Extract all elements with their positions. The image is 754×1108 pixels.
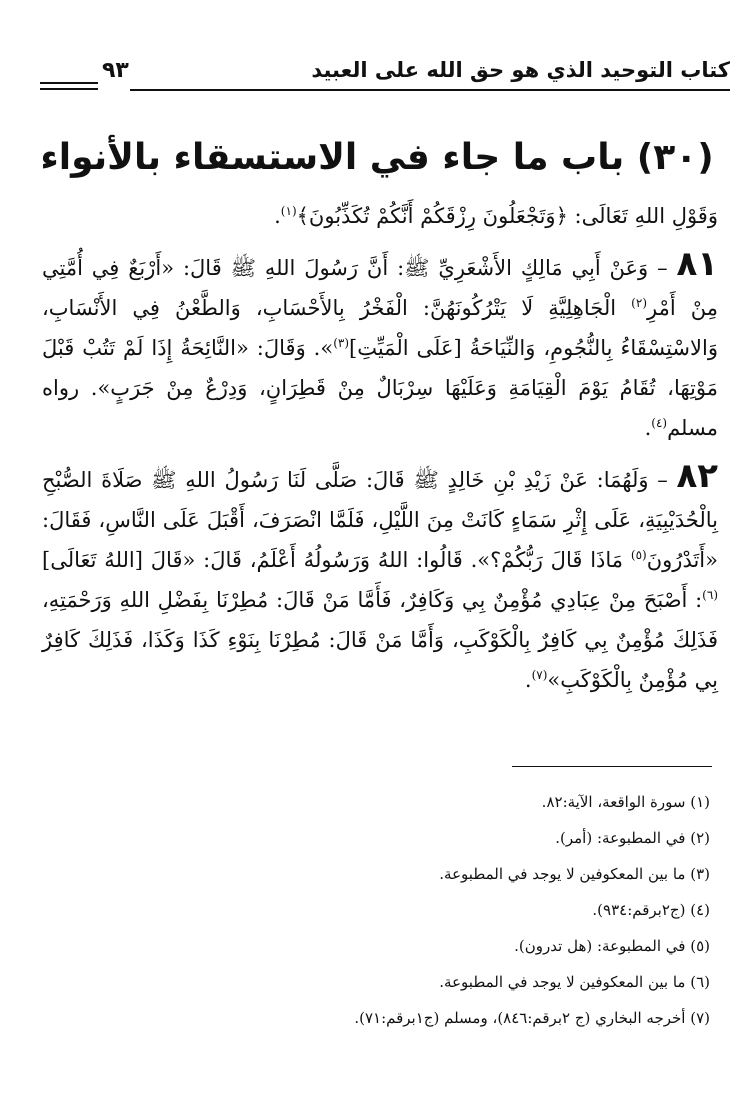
hadith-text: ». وَقَالَ: «النَّائِحَةُ إِذَا لَمْ تَتُبْ قَبْلَ مَوْتِهَا، تُقَامُ يَوْمَ الْقِيَامَةِ وَعَلَيْهَا سِرْبَالٌ مِنْ قَطِرَانٍ، وَدِرْعٌ مِنْ جَرَبٍ». رواه مسلم xyxy=(42,336,718,440)
page-number-rules xyxy=(40,82,98,94)
hadith-text: – وَعَنْ أَبِي مَالِكٍ الأَشْعَرِيِّ ﷺ: أَنَّ رَسُولَ اللهِ ﷺ قَالَ: «أَرْبَعٌ فِي أُمَّتِي مِنْ أَمْرِ xyxy=(42,256,718,320)
footnote-ref: (٣) xyxy=(333,336,350,350)
footnote-separator xyxy=(512,766,712,767)
hadith-text: – وَلَهُمَا: عَنْ زَيْدِ بْنِ خَالِدٍ ﷺ قَالَ: صَلَّى لَنَا رَسُولُ اللهِ ﷺ صَلَاةَ الصُّبْحِ بِالْحُدَيْبِيَةِ، عَلَى إِثْرِ سَمَاءٍ كَانَتْ مِنَ اللَّيْلِ، فَلَمَّا انْصَرَفَ، أَقْبَلَ عَلَى النَّاسِ، فَقَالَ: «أَتَدْرُونَ xyxy=(42,468,718,572)
hadith-text: الْجَاهِلِيَّةِ لَا يَتْرُكُونَهُنَّ: الْفَخْرُ بِالأَحْسَابِ، وَالطَّعْنُ فِي الأَنْسَابِ، وَالاسْتِسْقَاءُ بِالنُّجُومِ، وَالنِّيَاحَةُ [عَلَى الْمَيِّتِ] xyxy=(42,296,718,360)
footnotes xyxy=(42,784,710,1036)
hadith-text: : أَصْبَحَ مِنْ عِبَادِي مُؤْمِنٌ بِي وَكَافِرٌ، فَأَمَّا مَنْ قَالَ: مُطِرْنَا بِفَضْلِ اللهِ وَرَحْمَتِهِ، فَذَلِكَ مُؤْمِنٌ بِي كَافِرٌ بِالْكَوْكَبِ، وَأَمَّا مَنْ قَالَ: مُطِرْنَا بِنَوْءِ كَذَا وَكَذَا، فَذَلِكَ كَافِرٌ بِي مُؤْمِنٌ بِالْكَوْكَبِ» xyxy=(42,588,718,692)
footnote-ref: (٢) xyxy=(631,296,647,310)
footnote: (٤) (ج٢برقم:٩٣٤). xyxy=(592,901,710,919)
footnote: (٥) في المطبوعة: (هل تدرون). xyxy=(514,937,710,955)
hadith-82: ٨٢ – وَلَهُمَا: عَنْ زَيْدِ بْنِ خَالِدٍ ﷺ قَالَ: صَلَّى لَنَا رَسُولُ اللهِ ﷺ صَلَاةَ الصُّبْحِ بِالْحُدَيْبِيَةِ، عَلَى إِثْرِ سَمَاءٍ كَانَتْ مِنَ اللَّيْلِ، فَلَمَّا انْصَرَفَ، أَقْبَلَ عَلَى النَّاسِ، فَقَالَ: «أَتَدْرُونَ$^{(٥)}$ مَاذَا قَالَ رَبُّكُمْ؟». قَالُوا: اللهُ وَرَسُولُهُ أَعْلَمُ، قَالَ: «قَالَ [اللهُ تَعَالَى]$^{(٦)}$: أَصْبَحَ مِنْ عِبَادِي مُؤْمِنٌ بِي وَكَافِرٌ، فَأَمَّا مَنْ قَالَ: مُطِرْنَا بِفَضْلِ اللهِ وَرَحْمَتِهِ، فَذَلِكَ مُؤْمِنٌ بِي كَافِرٌ بِالْكَوْكَبِ، وَأَمَّا مَنْ قَالَ: مُطِرْنَا بِنَوْءِ كَذَا وَكَذَا، فَذَلِكَ كَافِرٌ بِي مُؤْمِنٌ بِالْكَوْكَبِ»$^{(٧)}$. xyxy=(42,456,718,692)
intro-text: وَقَوْلِ اللهِ تَعَالَى: ﴿وَتَجْعَلُونَ رِزْقَكُمْ أَنَّكُمْ تُكَذِّبُونَ﴾ xyxy=(296,204,718,228)
footnote: (٧) أخرجه البخاري (ج ٢برقم:٨٤٦)، ومسلم (ج١برقم:٧١). xyxy=(354,1009,710,1027)
hadith-81: ٨١ – وَعَنْ أَبِي مَالِكٍ الأَشْعَرِيِّ ﷺ: أَنَّ رَسُولَ اللهِ ﷺ قَالَ: «أَرْبَعٌ فِي أُمَّتِي مِنْ أَمْرِ$^{(٢)}$ الْجَاهِلِيَّةِ لَا يَتْرُكُونَهُنَّ: الْفَخْرُ بِالأَحْسَابِ، وَالطَّعْنُ فِي الأَنْسَابِ، وَالاسْتِسْقَاءُ بِالنُّجُومِ، وَالنِّيَاحَةُ [عَلَى الْمَيِّتِ]$^{(٣)}$». وَقَالَ: «النَّائِحَةُ إِذَا لَمْ تَتُبْ قَبْلَ مَوْتِهَا، تُقَامُ يَوْمَ الْقِيَامَةِ وَعَلَيْهَا سِرْبَالٌ مِنْ قَطِرَانٍ، وَدِرْعٌ مِنْ جَرَبٍ». رواه مسلم$^{(٤)}$. xyxy=(42,244,718,440)
chapter-title: (٣٠) باب ما جاء في الاستسقاء بالأنواء xyxy=(40,137,714,178)
hadith-text: مَاذَا قَالَ رَبُّكُمْ؟». قَالُوا: اللهُ وَرَسُولُهُ أَعْلَمُ، قَالَ: «قَالَ [اللهُ تَعَالَى] xyxy=(42,548,624,572)
book-title: كتاب التوحيد الذي هو حق الله على العبيد xyxy=(311,58,730,82)
hadith-number: ٨٢ xyxy=(676,456,718,496)
footnote: (٢) في المطبوعة: (أمر). xyxy=(555,829,710,847)
footnote: (١) سورة الواقعة، الآية:٨٢. xyxy=(541,793,710,811)
footnote-ref: (٥) xyxy=(630,548,647,562)
footnote-ref: (٧) xyxy=(531,668,548,682)
footnote-ref: (١) xyxy=(280,204,297,218)
footnote: (٦) ما بين المعكوفين لا يوجد في المطبوعة. xyxy=(439,973,710,991)
header-rule xyxy=(130,89,730,91)
intro-paragraph: وَقَوْلِ اللهِ تَعَالَى: ﴿وَتَجْعَلُونَ رِزْقَكُمْ أَنَّكُمْ تُكَذِّبُونَ﴾$^{(١)}$. xyxy=(274,204,718,228)
hadith-number: ٨١ xyxy=(676,244,718,284)
footnote-ref: (٤) xyxy=(651,416,668,430)
main-text xyxy=(42,196,718,700)
running-header xyxy=(40,56,730,96)
footnote-ref: (٦) xyxy=(702,588,718,602)
page-number: ٩٣ xyxy=(102,58,129,83)
footnote: (٣) ما بين المعكوفين لا يوجد في المطبوعة. xyxy=(439,865,710,883)
